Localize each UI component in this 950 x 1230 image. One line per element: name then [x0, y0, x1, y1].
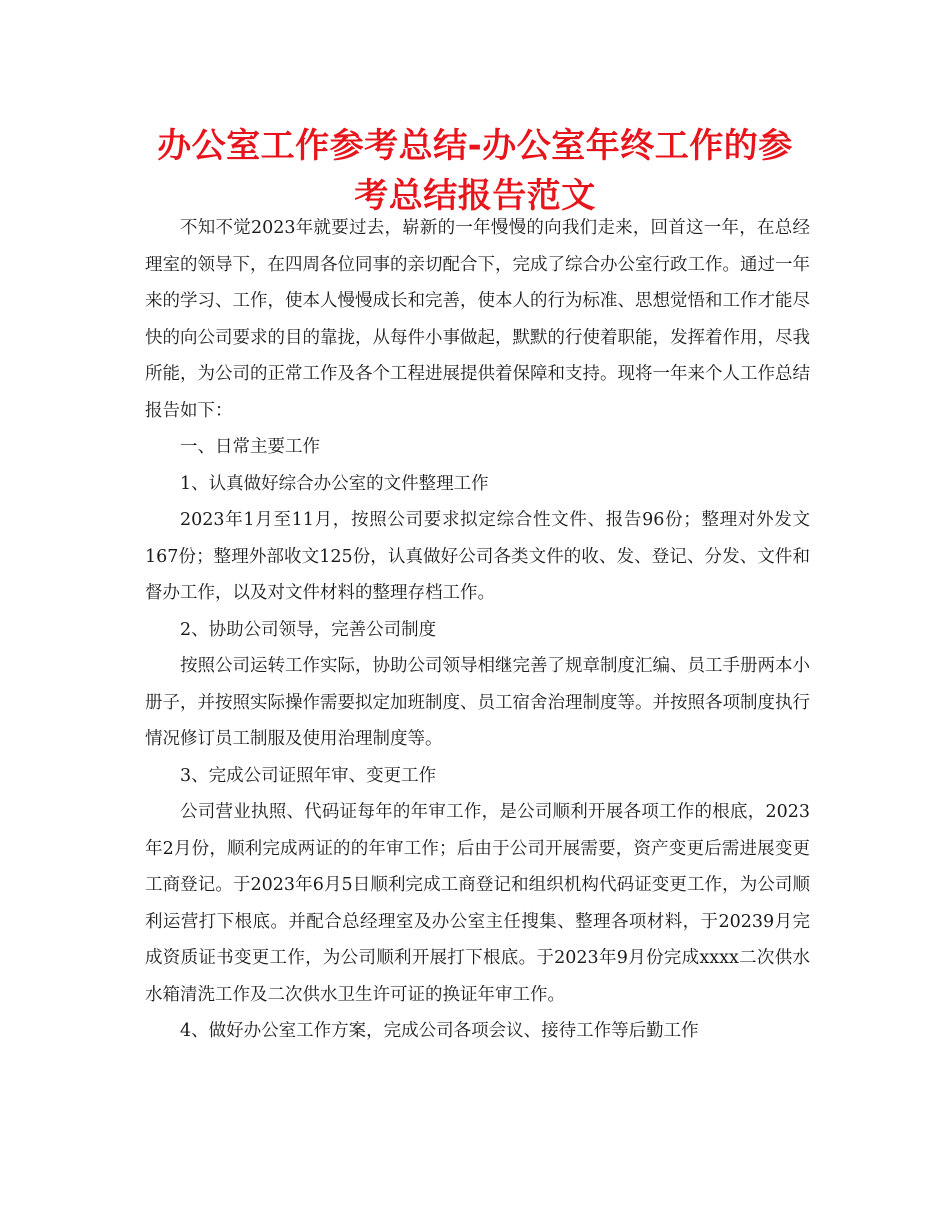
subheading-office-plan: 4、做好办公室工作方案，完成公司各项会议、接待工作等后勤工作 [180, 1021, 699, 1041]
section-heading-daily-work: 一、日常主要工作 [180, 437, 320, 457]
document-title: 办公室工作参考总结-办公室年终工作的参考总结报告范文 [157, 126, 793, 216]
subheading-license-review: 3、完成公司证照年审、变更工作 [180, 765, 437, 786]
paragraph-file-management: 2023年1月至11月，按照公司要求拟定综合性文件、报告96份；整理对外发文167份；整理外部收文125份，认真做好公司各类文件的收、发、登记、分发、文件和督办工作，以及对文件材料的整理存档工作。 [145, 510, 810, 603]
subheading-file-management: 1、认真做好综合办公室的文件整理工作 [180, 473, 489, 494]
intro-paragraph: 不知不觉2023年就要过去，崭新的一年慢慢的向我们走来，回首这一年，在总经理室的领导下，在四周各位同事的亲切配合下，完成了综合办公室行政工作。通过一年来的学习、工作，使本人慢慢成长和完善，使本人的行为标准、思想觉悟和工作才能尽快的向公司要求的目的靠拢，从每件小事做起，默默的行使着职能，发挥着作用，尽我所能，为公司的正常工作及各个工程进展提供着保障和支持。现将一年来个人工作总结报告如下： [145, 218, 810, 421]
paragraph-company-rules: 按照公司运转工作实际，协助公司领导相继完善了规章制度汇编、员工手册两本小册子，并按照实际操作需要拟定加班制度、员工宿舍治理制度等。并按照各项制度执行情况修订员工制服及使用治理制度等。 [145, 656, 810, 749]
paragraph-license-review: 公司营业执照、代码证每年的年审工作，是公司顺利开展各项工作的根底，2023年2月份，顺利完成两证的的年审工作；后由于公司开展需要，资产变更后需进展变更工商登记。于2023年6月5日顺利完成工商登记和组织机构代码证变更工作，为公司顺利运营打下根底。并配合总经理室及办公室主任搜集、整理各项材料，于20239月完成资质证书变更工作，为公司顺利开展打下根底。于2023年9月份完成xxxx二次供水水箱清洗工作及二次供水卫生许可证的换证年审工作。 [145, 802, 810, 1005]
document-body [145, 210, 810, 1050]
subheading-company-rules: 2、协助公司领导，完善公司制度 [180, 619, 437, 640]
